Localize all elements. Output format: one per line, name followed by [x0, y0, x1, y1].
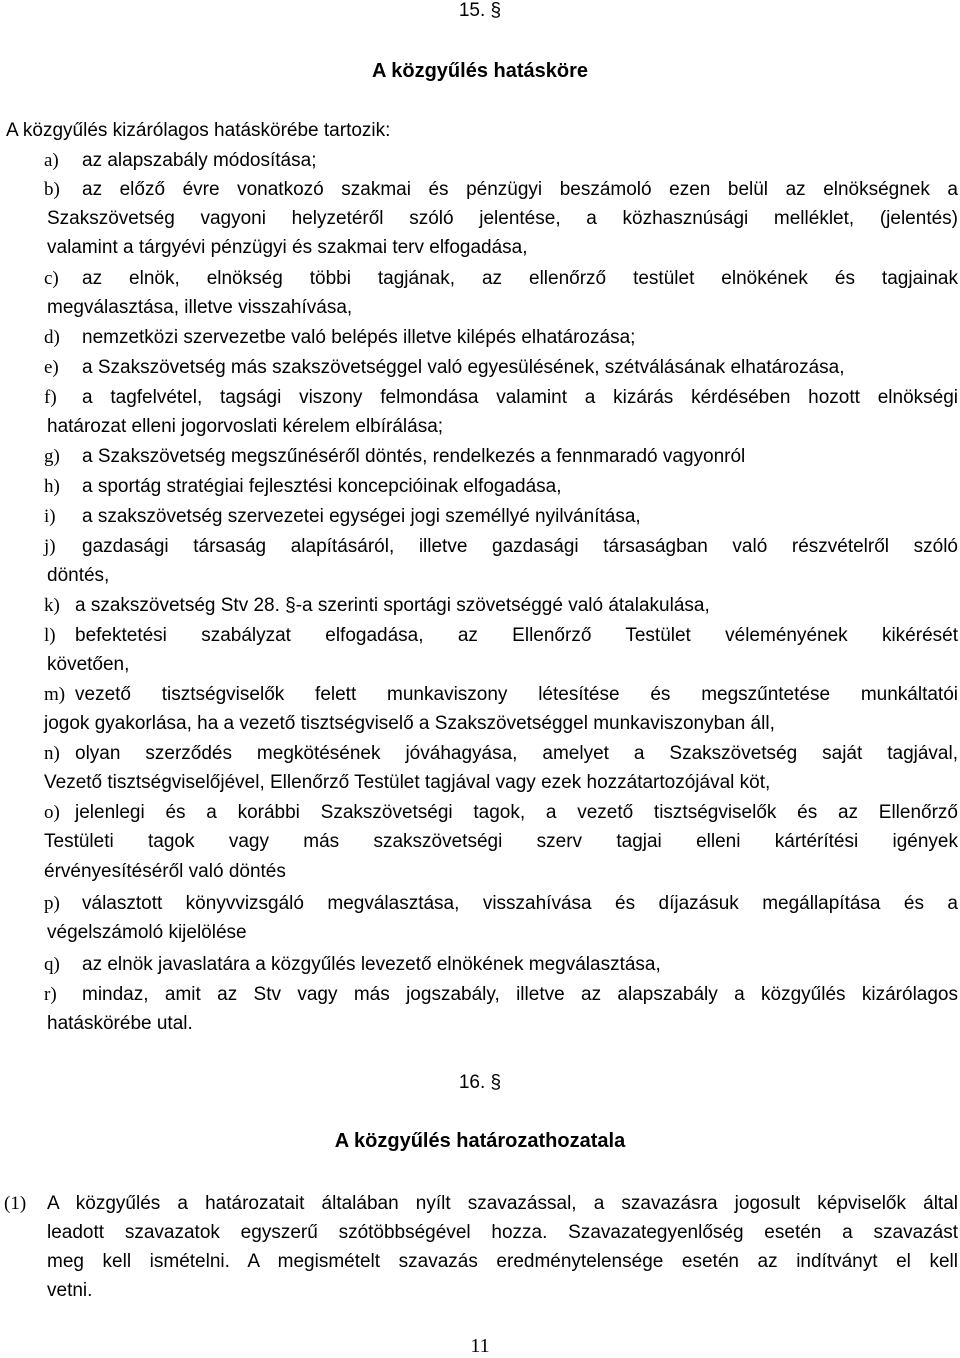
paragraph-line: leadott szavazatok egyszerű szótöbbségével hozza. Szavazategyenlőség esetén a szavazást [47, 1222, 958, 1243]
list-item-line: Vezető tisztségviselőjével, Ellenőrző Testület tagjával vagy ezek hozzátartozójával köt, [44, 772, 771, 793]
list-item-marker: h) [44, 476, 60, 497]
section-16-title: A közgyűlés határozathozatala [334, 1130, 626, 1152]
list-item-marker: b) [44, 179, 60, 200]
list-item-marker: g) [44, 446, 60, 467]
list-item-line: megválasztása, illetve visszahívása, [47, 297, 353, 318]
section-15-intro: A közgyűlés kizárólagos hatáskörébe tartozik: [6, 120, 391, 141]
list-item-line: Testületi tagok vagy más szakszövetségi szerv tagjai elleni kártérítési igények [44, 831, 958, 852]
list-item-line: követően, [47, 654, 130, 675]
list-item-line: jogok gyakorlása, ha a vezető tisztségviselő a Szakszövetséggel munkaviszonyban áll, [44, 713, 775, 734]
list-item-marker: f) [44, 387, 57, 408]
paragraph-marker: (1) [4, 1193, 27, 1214]
list-item-marker: j) [44, 536, 56, 557]
section-16-number: 16. § [458, 1072, 502, 1093]
list-item-marker: r) [44, 984, 57, 1005]
list-item-line: olyan szerződés megkötésének jóváhagyása, amelyet a Szakszövetség saját tagjával, [75, 743, 958, 764]
list-item-line: érvényesítéséről való döntés [44, 861, 286, 882]
list-item-line: valamint a tárgyévi pénzügyi és szakmai terv elfogadása, [47, 237, 528, 258]
list-item-line: az elnök javaslatára a közgyűlés levezető elnökének megválasztása, [82, 954, 661, 975]
list-item-line: jelenlegi és a korábbi Szakszövetségi tagok, a vezető tisztségviselők és az Ellenőrző [75, 802, 958, 823]
paragraph-line: A közgyűlés a határozatait általában nyílt szavazással, a szavazásra jogosult képviselők által [47, 1193, 958, 1214]
list-item-line: a Szakszövetség más szakszövetséggel való egyesülésének, szétválásának elhatározása, [82, 357, 845, 378]
list-item-line: választott könyvvizsgáló megválasztása, visszahívása és díjazásuk megállapítása és a [82, 893, 958, 914]
list-item-marker: l) [44, 625, 56, 646]
list-item-line: nemzetközi szervezetbe való belépés illetve kilépés elhatározása; [82, 327, 636, 348]
list-item-line: végelszámoló kijelölése [47, 922, 247, 943]
list-item-line: mindaz, amit az Stv vagy más jogszabály, illetve az alapszabály a közgyűlés kizárólagos [82, 984, 958, 1005]
page-number: 11 [470, 1335, 490, 1357]
list-item-line: gazdasági társaság alapításáról, illetve gazdasági társaságban való részvételről szóló [82, 536, 958, 557]
list-item-marker: c) [44, 268, 59, 289]
list-item-line: határozat elleni jogorvoslati kérelem elbírálása; [47, 416, 444, 437]
list-item-line: a tagfelvétel, tagsági viszony felmondása valamint a kizárás kérdésében hozott elnökségi [82, 387, 958, 408]
section-15-title: A közgyűlés hatásköre [371, 60, 588, 82]
list-item-marker: p) [44, 893, 60, 914]
list-item-line: a szakszövetség szervezetei egységei jogi személlyé nyilvánítása, [82, 506, 641, 527]
list-item-line: a sportág stratégiai fejlesztési koncepcióinak elfogadása, [82, 476, 562, 497]
list-item-line: az előző évre vonatkozó szakmai és pénzügyi beszámoló ezen belül az elnökségnek a [82, 179, 958, 200]
list-item-marker: m) [44, 684, 66, 705]
list-item-marker: n) [44, 743, 60, 764]
list-item-line: a szakszövetség Stv 28. §-a szerinti sportági szövetséggé való átalakulása, [75, 595, 710, 616]
list-item-marker: k) [44, 595, 60, 616]
list-item-line: vezető tisztségviselők felett munkaviszony létesítése és megszűntetése munkáltatói [75, 684, 958, 705]
list-item-marker: d) [44, 327, 60, 348]
list-item-line: az elnök, elnökség többi tagjának, az ellenőrző testület elnökének és tagjainak [82, 268, 958, 289]
list-item-marker: o) [44, 802, 60, 823]
list-item-line: az alapszabály módosítása; [82, 150, 317, 171]
section-15-number: 15. § [458, 0, 502, 21]
list-item-line: a Szakszövetség megszűnéséről döntés, rendelkezés a fennmaradó vagyonról [82, 446, 746, 467]
paragraph-line: meg kell ismételni. A megismételt szavazás eredménytelensége esetén az indítványt el kell [47, 1251, 958, 1272]
list-item-line: döntés, [47, 565, 110, 586]
list-item-marker: i) [44, 506, 56, 527]
list-item-line: befektetési szabályzat elfogadása, az Ellenőrző Testület véleményének kikérését [75, 625, 958, 646]
list-item-line: Szakszövetség vagyoni helyzetéről szóló jelentése, a közhasznúsági melléklet, (jelentés) [47, 208, 958, 229]
paragraph-line: vetni. [47, 1280, 93, 1301]
list-item-marker: q) [44, 954, 60, 975]
list-item-marker: e) [44, 357, 59, 378]
list-item-marker: a) [44, 150, 59, 171]
list-item-line: hatáskörébe utal. [47, 1013, 193, 1034]
